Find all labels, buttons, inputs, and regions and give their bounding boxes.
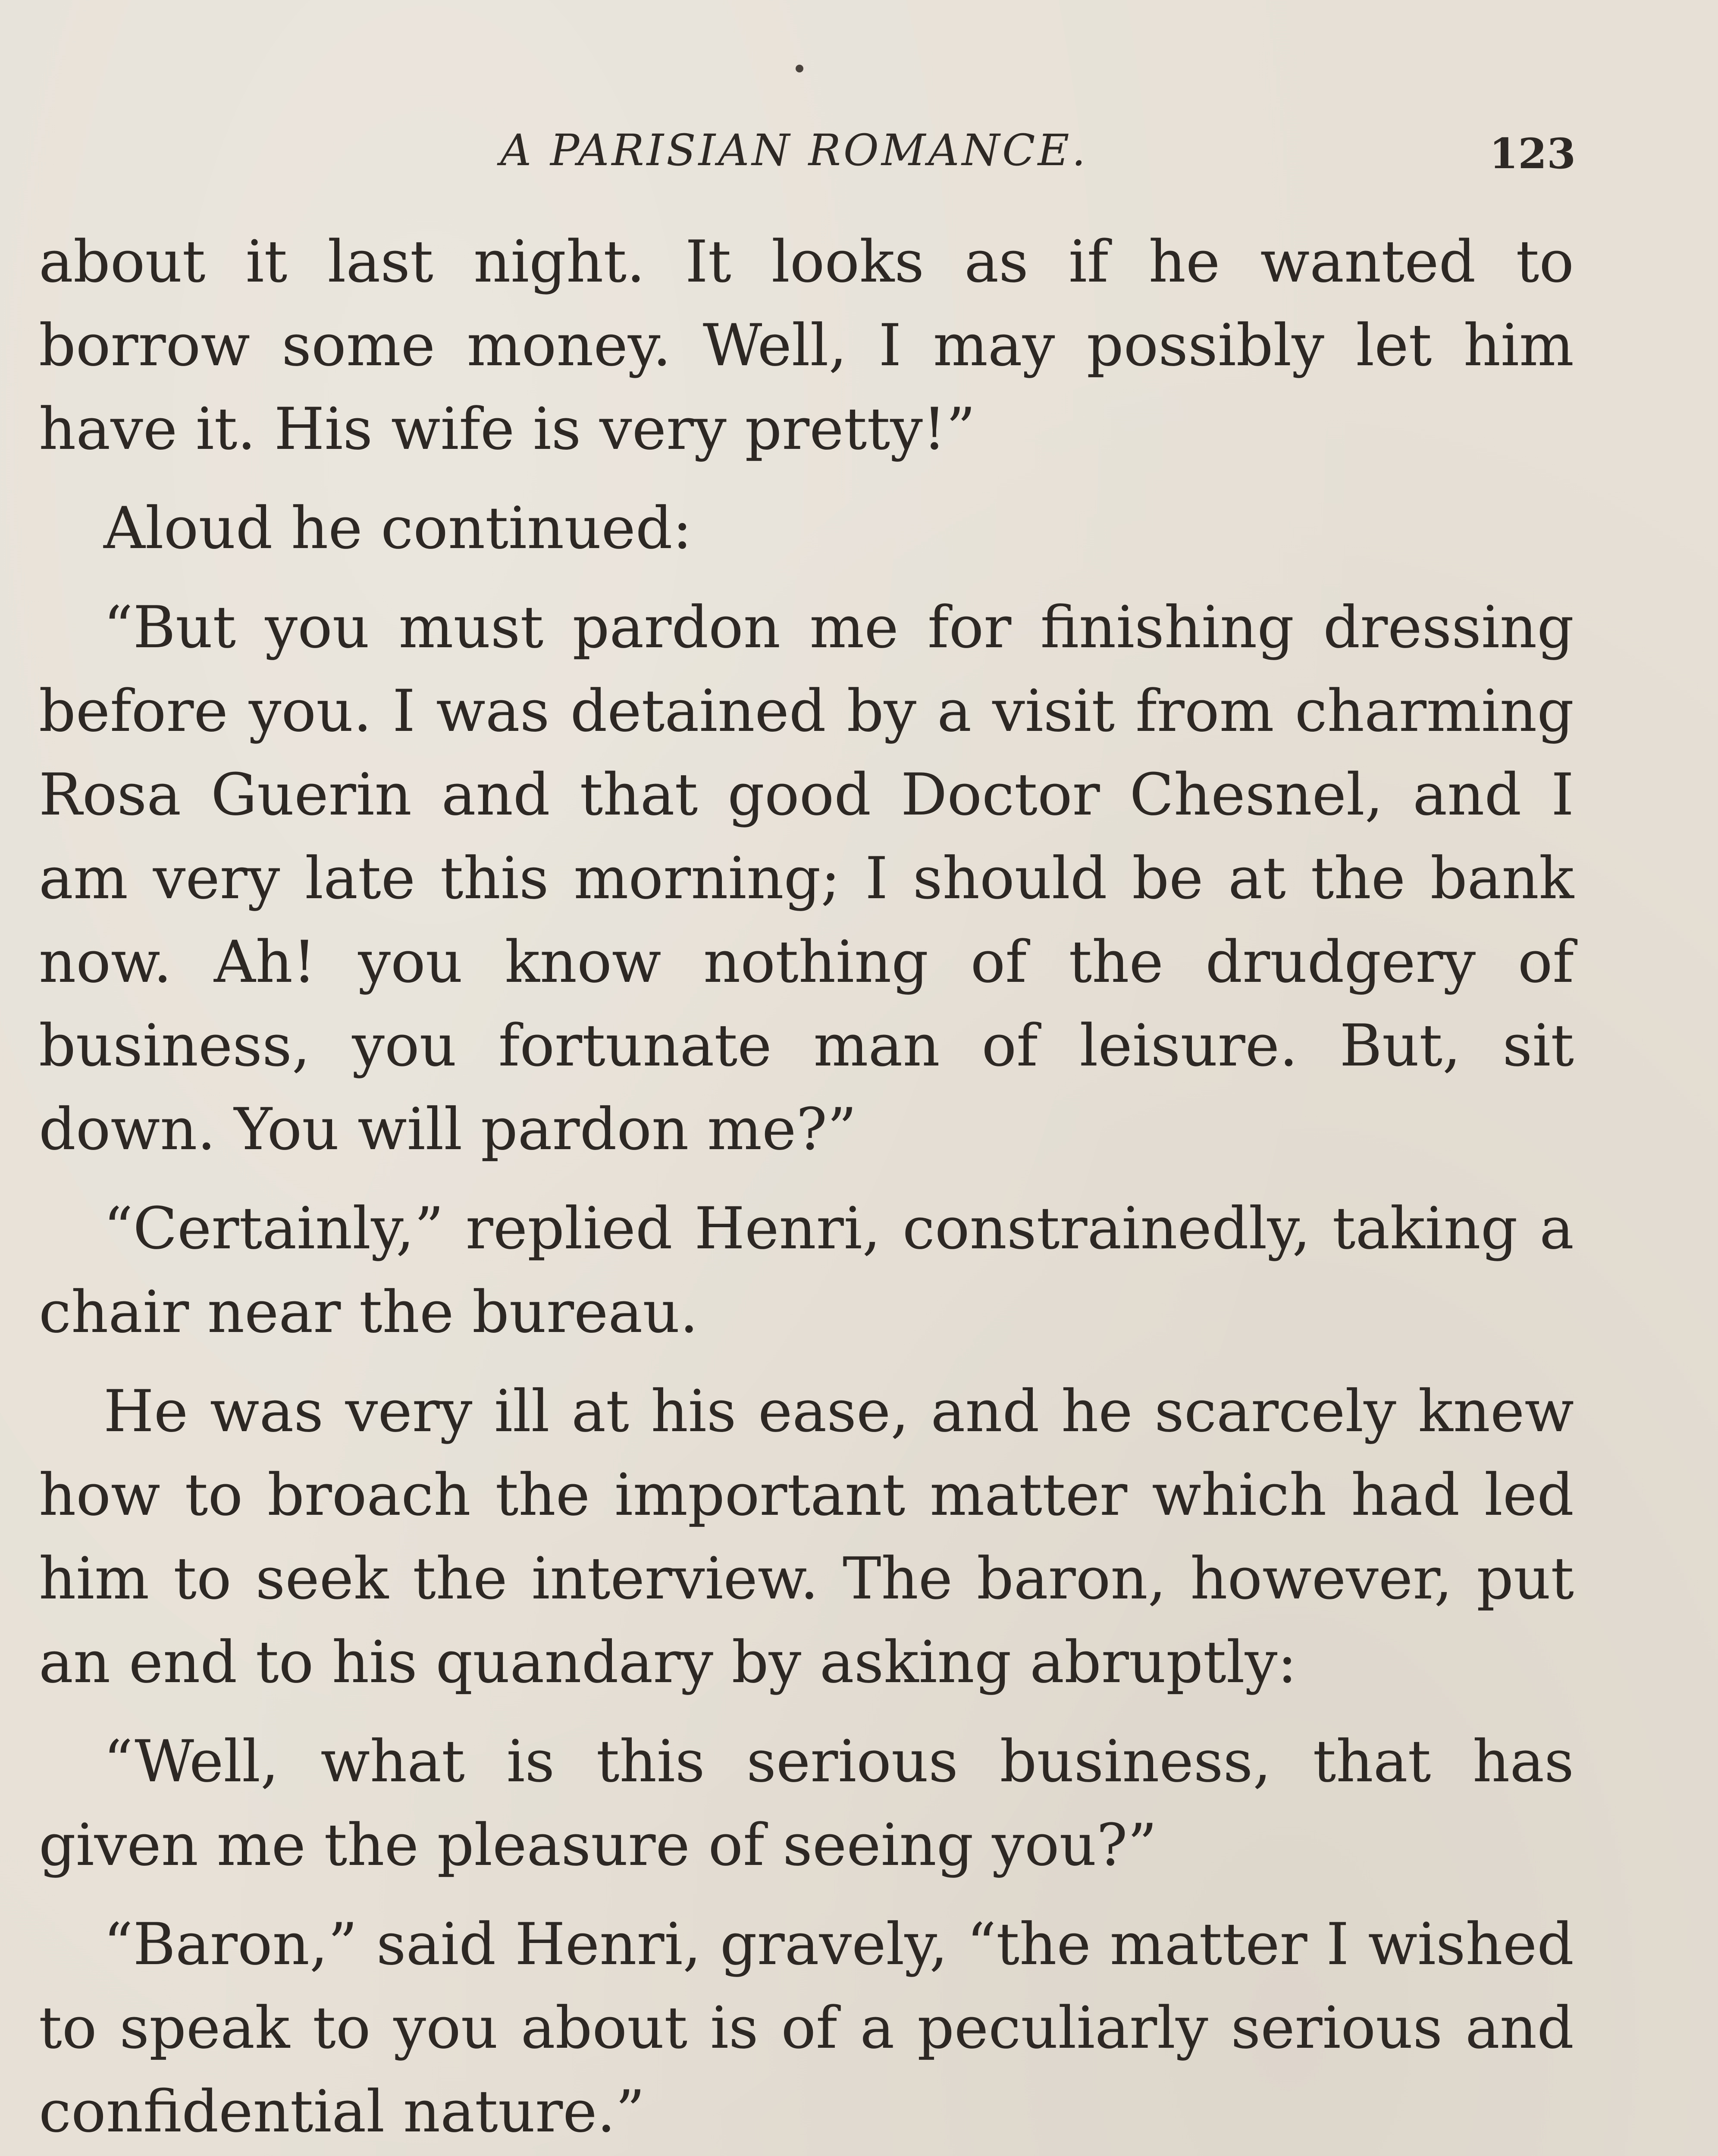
paragraph: about it last night. It looks as if he wanted to borrow some money. Well, I may possibly let him have it. His wife is very pretty!” <box>39 228 1574 463</box>
paragraph: “Baron,” said Henri, gravely, “the matter I wished to speak to you about is of a peculiarly serious and confidential nature.” <box>39 1911 1574 2145</box>
paragraph: Aloud he continued: <box>103 495 692 562</box>
paragraph: “Certainly,” replied Henri, constrainedly, taking a chair near the bureau. <box>39 1195 1574 1346</box>
paragraph: He was very ill at his ease, and he scarcely knew how to broach the important matter which had led him to seek the interview. The baron, however, put an end to his quandary by asking abruptly: <box>39 1378 1574 1696</box>
paragraph: “But you must pardon me for finishing dressing before you. I was detained by a visit from charming Rosa Guerin and that good Doctor Chesnel, and I am very late this morning; I should be at the bank now. Ah! you know nothing of the drudgery of business, you fortunate man of leisure. But, sit down. You will pardon me?” <box>39 594 1574 1163</box>
page-number: 123 <box>1489 129 1576 178</box>
body-text <box>39 220 1574 2156</box>
paragraph: “Well, what is this serious business, that has given me the pleasure of seeing you?” <box>39 1728 1574 1879</box>
running-title: A PARISIAN ROMANCE. <box>500 125 1088 175</box>
ink-dot <box>796 65 803 72</box>
